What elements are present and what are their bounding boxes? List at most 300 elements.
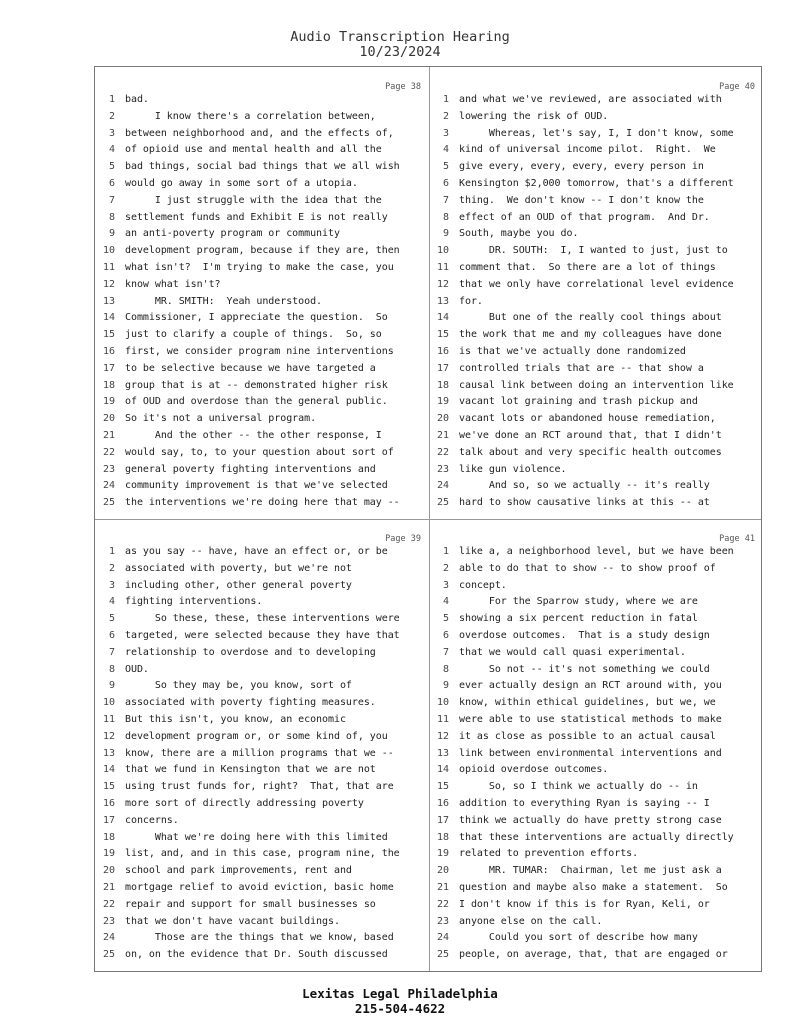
line-number: 4: [442, 596, 449, 608]
transcript-footer: [0, 986, 800, 1016]
line-text: concept.: [459, 579, 507, 591]
line-text: development program or, or some kind of, you: [125, 730, 388, 742]
line-number: 21: [436, 881, 449, 893]
transcript-line: [95, 394, 429, 411]
line-number: 23: [436, 463, 449, 475]
line-text: So not -- it's not something we could: [459, 663, 710, 675]
transcript-lines: [95, 92, 429, 512]
transcript-line: [95, 930, 429, 947]
transcript-line: [429, 361, 763, 378]
line-text: it as close as possible to an actual causal: [459, 730, 716, 742]
transcript-line: [429, 914, 763, 931]
line-text: associated with poverty fighting measures.: [125, 697, 376, 709]
transcript-line: [429, 561, 763, 578]
transcript-line: [95, 645, 429, 662]
line-number: 25: [436, 497, 449, 509]
transcript-line: [95, 729, 429, 746]
transcript-line: [95, 561, 429, 578]
line-number: 8: [442, 663, 449, 675]
line-number: 5: [108, 161, 115, 173]
line-number: 10: [102, 245, 115, 257]
line-number: 18: [436, 379, 449, 391]
line-text: were able to use statistical methods to make: [459, 713, 722, 725]
transcript-line: [429, 897, 763, 914]
line-text: Those are the things that we know, based: [125, 932, 394, 944]
line-text: as you say -- have, have an effect or, or be: [125, 546, 388, 557]
line-text: more sort of directly addressing poverty: [125, 797, 364, 809]
transcript-line: [95, 662, 429, 679]
line-number: 2: [442, 110, 449, 122]
line-number: 1: [108, 546, 115, 557]
transcript-line: [95, 544, 429, 561]
line-number: 23: [436, 915, 449, 927]
transcript-line: [95, 746, 429, 763]
transcript-line: [95, 695, 429, 712]
transcript-lines: [429, 544, 763, 964]
line-text: link between environmental interventions and: [459, 747, 722, 759]
transcript-line: [429, 260, 763, 277]
transcript-line: [429, 378, 763, 395]
line-number: 4: [442, 144, 449, 156]
line-text: the interventions we're doing here that may --: [125, 497, 400, 509]
line-number: 23: [102, 915, 115, 927]
line-text: that these interventions are actually directly: [459, 831, 734, 843]
line-number: 14: [102, 312, 115, 324]
transcript-line: [429, 310, 763, 327]
line-text: lowering the risk of OUD.: [459, 110, 609, 122]
line-number: 10: [436, 245, 449, 257]
line-text: relationship to overdose and to developing: [125, 646, 376, 658]
line-text: using trust funds for, right? That, that are: [125, 781, 394, 793]
line-text: on, on the evidence that Dr. South discussed: [125, 949, 388, 961]
line-number: 18: [102, 831, 115, 843]
line-text: know, within ethical guidelines, but we, we: [459, 697, 716, 709]
transcript-line: [429, 243, 763, 260]
line-number: 2: [108, 110, 115, 122]
page-quadrant-39: [95, 519, 429, 971]
transcript-line: [95, 594, 429, 611]
line-text: group that is at -- demonstrated higher risk: [125, 379, 388, 391]
line-text: And the other -- the other response, I: [125, 429, 382, 441]
line-text: showing a six percent reduction in fatal: [459, 613, 698, 625]
line-number: 16: [102, 797, 115, 809]
transcript-line: [95, 813, 429, 830]
transcript-line: [95, 126, 429, 143]
transcript-page-grid: [94, 66, 762, 972]
line-text: able to do that to show -- to show proof of: [459, 562, 716, 574]
transcript-line: [429, 746, 763, 763]
line-text: know, there are a million programs that we --: [125, 747, 394, 759]
line-text: DR. SOUTH: I, I wanted to just, just to: [459, 245, 728, 257]
line-text: OUD.: [125, 663, 149, 675]
line-number: 21: [102, 881, 115, 893]
line-number: 7: [442, 194, 449, 206]
line-text: first, we consider program nine interventions: [125, 345, 394, 357]
line-text: list, and, and in this case, program nine, the: [125, 848, 400, 860]
transcript-lines: [429, 92, 763, 512]
line-number: 20: [102, 865, 115, 877]
line-number: 3: [108, 579, 115, 591]
line-text: think we actually do have pretty strong case: [459, 814, 722, 826]
footer-company: Lexitas Legal Philadelphia: [302, 986, 498, 1001]
line-number: 15: [436, 781, 449, 793]
line-number: 8: [108, 663, 115, 675]
transcript-line: [429, 344, 763, 361]
line-text: that we would call quasi experimental.: [459, 646, 686, 658]
line-text: associated with poverty, but we're not: [125, 562, 352, 574]
line-number: 6: [442, 629, 449, 641]
transcript-line: [95, 226, 429, 243]
line-number: 19: [102, 848, 115, 860]
transcript-line: [95, 897, 429, 914]
line-number: 18: [436, 831, 449, 843]
line-text: Whereas, let's say, I, I don't know, some: [459, 127, 734, 139]
transcript-line: [429, 126, 763, 143]
transcript-line: [429, 445, 763, 462]
line-number: 13: [436, 295, 449, 307]
transcript-line: [429, 846, 763, 863]
line-text: opioid overdose outcomes.: [459, 764, 609, 776]
line-text: concerns.: [125, 814, 179, 826]
transcript-line: [429, 830, 763, 847]
transcript-line: [429, 762, 763, 779]
line-number: 24: [436, 932, 449, 944]
transcript-line: [95, 344, 429, 361]
transcript-line: [95, 193, 429, 210]
line-text: and what we've reviewed, are associated with: [459, 94, 722, 105]
transcript-line: [95, 428, 429, 445]
transcript-line: [95, 796, 429, 813]
line-number: 3: [442, 579, 449, 591]
transcript-line: [429, 813, 763, 830]
transcript-line: [95, 243, 429, 260]
page-number-label: Page 39: [385, 534, 421, 544]
transcript-line: [95, 445, 429, 462]
line-number: 6: [108, 177, 115, 189]
line-number: 12: [436, 730, 449, 742]
line-number: 12: [102, 730, 115, 742]
transcript-line: [429, 428, 763, 445]
transcript-line: [95, 779, 429, 796]
transcript-line: [95, 142, 429, 159]
line-text: So, so I think we actually do -- in: [459, 781, 698, 793]
line-number: 25: [102, 497, 115, 509]
transcript-line: [429, 796, 763, 813]
transcript-line: [429, 930, 763, 947]
transcript-line: [429, 142, 763, 159]
line-number: 2: [442, 562, 449, 574]
line-text: Kensington $2,000 tomorrow, that's a different: [459, 177, 734, 189]
line-text: that we fund in Kensington that we are not: [125, 764, 376, 776]
line-text: for.: [459, 295, 483, 307]
line-number: 17: [102, 814, 115, 826]
transcript-line: [429, 678, 763, 695]
transcript-line: [95, 578, 429, 595]
line-number: 9: [442, 228, 449, 240]
transcript-line: [95, 310, 429, 327]
transcript-line: [429, 662, 763, 679]
line-number: 16: [436, 345, 449, 357]
line-number: 17: [436, 362, 449, 374]
line-number: 15: [102, 329, 115, 341]
line-number: 1: [442, 546, 449, 557]
transcript-title: Audio Transcription Hearing: [290, 29, 510, 45]
line-number: 13: [436, 747, 449, 759]
line-number: 10: [436, 697, 449, 709]
transcript-line: [95, 462, 429, 479]
line-number: 25: [102, 949, 115, 961]
transcript-line: [429, 92, 763, 109]
line-number: 2: [108, 562, 115, 574]
transcript-line: [429, 628, 763, 645]
page-quadrant-40: [429, 67, 763, 519]
line-text: targeted, were selected because they have that: [125, 629, 400, 641]
line-number: 22: [436, 446, 449, 458]
transcript-line: [95, 762, 429, 779]
transcript-line: [95, 327, 429, 344]
transcript-line: [429, 779, 763, 796]
line-number: 4: [108, 596, 115, 608]
line-text: would go away in some sort of a utopia.: [125, 177, 358, 189]
line-text: the work that me and my colleagues have done: [459, 329, 722, 341]
line-text: But one of the really cool things about: [459, 312, 722, 324]
transcript-lines: [95, 544, 429, 964]
line-number: 7: [442, 646, 449, 658]
line-text: comment that. So there are a lot of things: [459, 261, 716, 273]
line-number: 13: [102, 747, 115, 759]
line-text: talk about and very specific health outcomes: [459, 446, 722, 458]
line-text: addition to everything Ryan is saying -- I: [459, 797, 710, 809]
transcript-line: [429, 645, 763, 662]
line-number: 15: [436, 329, 449, 341]
transcript-line: [429, 863, 763, 880]
page-number-label: Page 38: [385, 82, 421, 92]
line-text: of OUD and overdose than the general public.: [125, 396, 388, 408]
page-quadrant-41: [429, 519, 763, 971]
line-number: 17: [436, 814, 449, 826]
transcript-line: [429, 462, 763, 479]
transcript-line: [95, 176, 429, 193]
transcript-line: [95, 277, 429, 294]
line-text: question and maybe also make a statement. So: [459, 881, 728, 893]
transcript-line: [95, 880, 429, 897]
line-number: 12: [436, 278, 449, 290]
transcript-line: [429, 277, 763, 294]
line-number: 11: [436, 261, 449, 273]
transcript-line: [95, 846, 429, 863]
line-text: I know there's a correlation between,: [125, 110, 376, 122]
line-text: South, maybe you do.: [459, 228, 579, 240]
line-text: MR. SMITH: Yeah understood.: [125, 295, 323, 307]
line-number: 16: [102, 345, 115, 357]
transcript-line: [429, 880, 763, 897]
line-number: 9: [108, 680, 115, 692]
transcript-line: [95, 411, 429, 428]
line-number: 3: [108, 127, 115, 139]
transcript-line: [429, 210, 763, 227]
line-text: like gun violence.: [459, 463, 567, 475]
transcript-line: [95, 361, 429, 378]
transcript-line: [429, 695, 763, 712]
line-number: 10: [102, 697, 115, 709]
line-text: general poverty fighting interventions and: [125, 463, 376, 475]
line-text: that we only have correlational level evidence: [459, 278, 734, 290]
transcript-line: [429, 394, 763, 411]
line-number: 19: [436, 396, 449, 408]
line-number: 22: [436, 898, 449, 910]
line-text: give every, every, every, every person in: [459, 161, 704, 173]
transcript-line: [95, 830, 429, 847]
transcript-line: [95, 863, 429, 880]
transcript-line: [429, 495, 763, 512]
line-text: an anti-poverty program or community: [125, 228, 340, 240]
line-number: 8: [108, 211, 115, 223]
line-number: 6: [108, 629, 115, 641]
transcript-line: [95, 210, 429, 227]
footer-phone: 215-504-4622: [354, 1001, 446, 1016]
transcript-line: [429, 193, 763, 210]
line-number: 22: [102, 446, 115, 458]
line-number: 25: [436, 949, 449, 961]
transcript-line: [429, 544, 763, 561]
line-number: 14: [102, 764, 115, 776]
line-text: bad.: [125, 94, 149, 105]
transcript-line: [95, 914, 429, 931]
line-text: For the Sparrow study, where we are: [459, 596, 698, 608]
line-text: is that we've actually done randomized: [459, 345, 686, 357]
transcript-header: [0, 30, 800, 60]
line-number: 21: [436, 429, 449, 441]
line-text: bad things, social bad things that we all wish: [125, 161, 400, 173]
line-text: effect of an OUD of that program. And Dr.: [459, 211, 710, 223]
line-text: school and park improvements, rent and: [125, 865, 352, 877]
transcript-line: [95, 260, 429, 277]
line-text: So they may be, you know, sort of: [125, 680, 352, 692]
transcript-line: [95, 678, 429, 695]
line-number: 3: [442, 127, 449, 139]
transcript-line: [429, 327, 763, 344]
line-number: 20: [102, 413, 115, 425]
line-text: thing. We don't know -- I don't know the: [459, 194, 704, 206]
line-text: fighting interventions.: [125, 596, 263, 608]
line-text: hard to show causative links at this -- at: [459, 497, 710, 509]
line-number: 12: [102, 278, 115, 290]
transcript-line: [95, 92, 429, 109]
line-number: 21: [102, 429, 115, 441]
line-number: 5: [442, 161, 449, 173]
line-text: overdose outcomes. That is a study design: [459, 629, 710, 641]
line-number: 7: [108, 194, 115, 206]
line-number: 16: [436, 797, 449, 809]
line-number: 5: [442, 613, 449, 625]
line-text: controlled trials that are -- that show a: [459, 362, 704, 374]
line-number: 24: [102, 932, 115, 944]
transcript-line: [429, 594, 763, 611]
line-text: we've done an RCT around that, that I didn't: [459, 429, 722, 441]
line-number: 19: [436, 848, 449, 860]
line-number: 1: [108, 94, 115, 105]
page-number-label: Page 40: [719, 82, 755, 92]
line-text: vacant lot graining and trash pickup and: [459, 396, 698, 408]
line-text: Could you sort of describe how many: [459, 932, 698, 944]
line-text: I don't know if this is for Ryan, Keli, or: [459, 898, 710, 910]
line-number: 18: [102, 379, 115, 391]
transcript-line: [95, 294, 429, 311]
transcript-line: [429, 729, 763, 746]
line-text: I just struggle with the idea that the: [125, 194, 382, 206]
line-number: 19: [102, 396, 115, 408]
line-text: community improvement is that we've selected: [125, 480, 388, 492]
line-text: like a, a neighborhood level, but we have been: [459, 546, 734, 557]
line-text: MR. TUMAR: Chairman, let me just ask a: [459, 865, 722, 877]
transcript-line: [95, 611, 429, 628]
transcript-line: [429, 226, 763, 243]
line-text: would say, to, to your question about sort of: [125, 446, 394, 458]
line-number: 8: [442, 211, 449, 223]
transcript-line: [95, 495, 429, 512]
line-text: vacant lots or abandoned house remediation,: [459, 413, 716, 425]
line-text: But this isn't, you know, an economic: [125, 713, 346, 725]
transcript-line: [429, 159, 763, 176]
line-number: 6: [442, 177, 449, 189]
transcript-line: [95, 159, 429, 176]
line-number: 9: [108, 228, 115, 240]
page-quadrant-38: [95, 67, 429, 519]
line-number: 9: [442, 680, 449, 692]
line-text: repair and support for small businesses so: [125, 898, 376, 910]
line-number: 15: [102, 781, 115, 793]
line-text: know what isn't?: [125, 278, 221, 290]
line-text: So it's not a universal program.: [125, 413, 317, 425]
page-number-label: Page 41: [719, 534, 755, 544]
line-text: between neighborhood and, and the effects of,: [125, 127, 394, 139]
line-text: kind of universal income pilot. Right. We: [459, 144, 716, 156]
transcript-line: [95, 628, 429, 645]
line-text: including other, other general poverty: [125, 579, 352, 591]
line-number: 23: [102, 463, 115, 475]
transcript-date: 10/23/2024: [359, 44, 441, 60]
line-number: 17: [102, 362, 115, 374]
transcript-line: [429, 947, 763, 964]
line-number: 11: [102, 713, 115, 725]
line-text: anyone else on the call.: [459, 915, 603, 927]
line-number: 7: [108, 646, 115, 658]
transcript-line: [95, 947, 429, 964]
transcript-line: [429, 411, 763, 428]
line-number: 11: [436, 713, 449, 725]
line-number: 1: [442, 94, 449, 105]
transcript-line: [95, 712, 429, 729]
line-text: ever actually design an RCT around with, you: [459, 680, 722, 692]
line-text: Commissioner, I appreciate the question. So: [125, 312, 388, 324]
line-number: 13: [102, 295, 115, 307]
transcript-line: [429, 176, 763, 193]
transcript-line: [429, 611, 763, 628]
transcript-line: [429, 109, 763, 126]
line-number: 22: [102, 898, 115, 910]
line-text: people, on average, that, that are engaged or: [459, 949, 728, 961]
line-text: mortgage relief to avoid eviction, basic home: [125, 881, 394, 893]
transcript-line: [429, 478, 763, 495]
line-text: just to clarify a couple of things. So, so: [125, 329, 382, 341]
line-number: 14: [436, 312, 449, 324]
line-text: related to prevention efforts.: [459, 848, 639, 860]
line-text: to be selective because we have targeted a: [125, 362, 376, 374]
line-text: of opioid use and mental health and all the: [125, 144, 382, 156]
line-text: And so, so we actually -- it's really: [459, 480, 710, 492]
transcript-line: [95, 109, 429, 126]
line-text: that we don't have vacant buildings.: [125, 915, 340, 927]
